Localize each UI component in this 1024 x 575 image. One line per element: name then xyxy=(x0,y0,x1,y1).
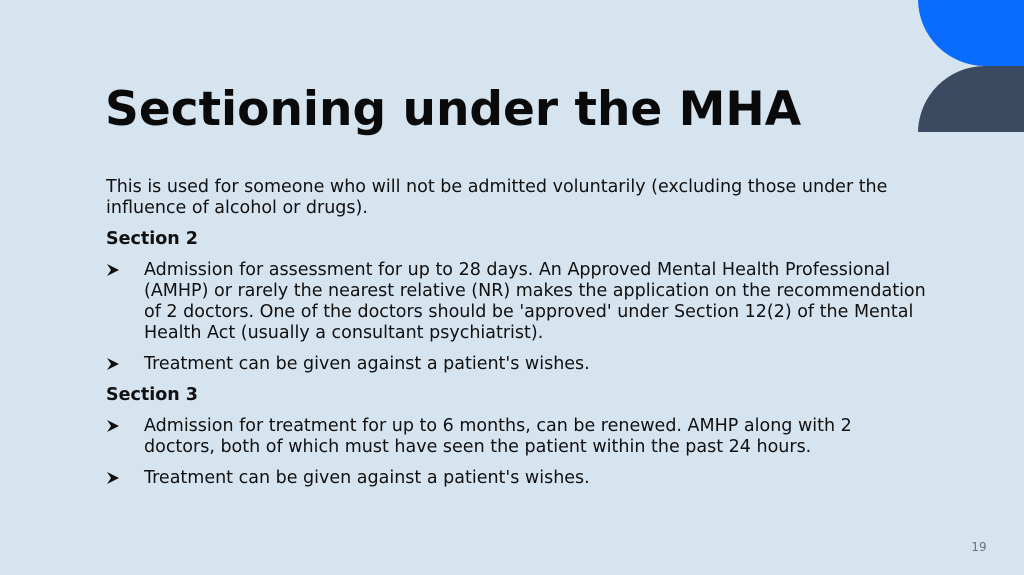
intro-paragraph: This is used for someone who will not be admitted voluntarily (excluding those under the influence of alcohol or drugs). xyxy=(106,177,888,218)
slate-petal-shape xyxy=(918,66,1024,132)
bullet-item xyxy=(106,468,926,489)
bullet-item xyxy=(106,416,926,458)
arrowhead-bullet-icon xyxy=(106,263,120,277)
blue-petal-shape xyxy=(918,0,1024,66)
arrowhead-bullet-icon xyxy=(106,357,120,371)
slide-body xyxy=(106,177,926,499)
arrowhead-bullet-icon xyxy=(106,419,120,433)
section-2-heading: Section 2 xyxy=(106,229,198,249)
bullet-text: Admission for assessment for up to 28 days. An Approved Mental Health Professional (AMHP) or rarely the nearest relative (NR) makes the application on the recommendation of 2 doctors. One of the doctors should be 'approved' under Section 12(2) of the Mental Health Act (usually a consultant psychiatrist). xyxy=(144,260,926,343)
bullet-text: Treatment can be given against a patient's wishes. xyxy=(144,354,590,374)
page-number: 19 xyxy=(971,540,987,554)
arrowhead-bullet-icon xyxy=(106,471,120,485)
slide-title: Sectioning under the MHA xyxy=(105,82,802,137)
bullet-text: Treatment can be given against a patient's wishes. xyxy=(144,468,590,488)
bullet-item xyxy=(106,354,926,375)
bullet-text: Admission for treatment for up to 6 months, can be renewed. AMHP along with 2 doctors, both of which must have seen the patient within the past 24 hours. xyxy=(144,416,852,457)
bullet-item xyxy=(106,260,926,344)
section-3-heading: Section 3 xyxy=(106,385,198,405)
